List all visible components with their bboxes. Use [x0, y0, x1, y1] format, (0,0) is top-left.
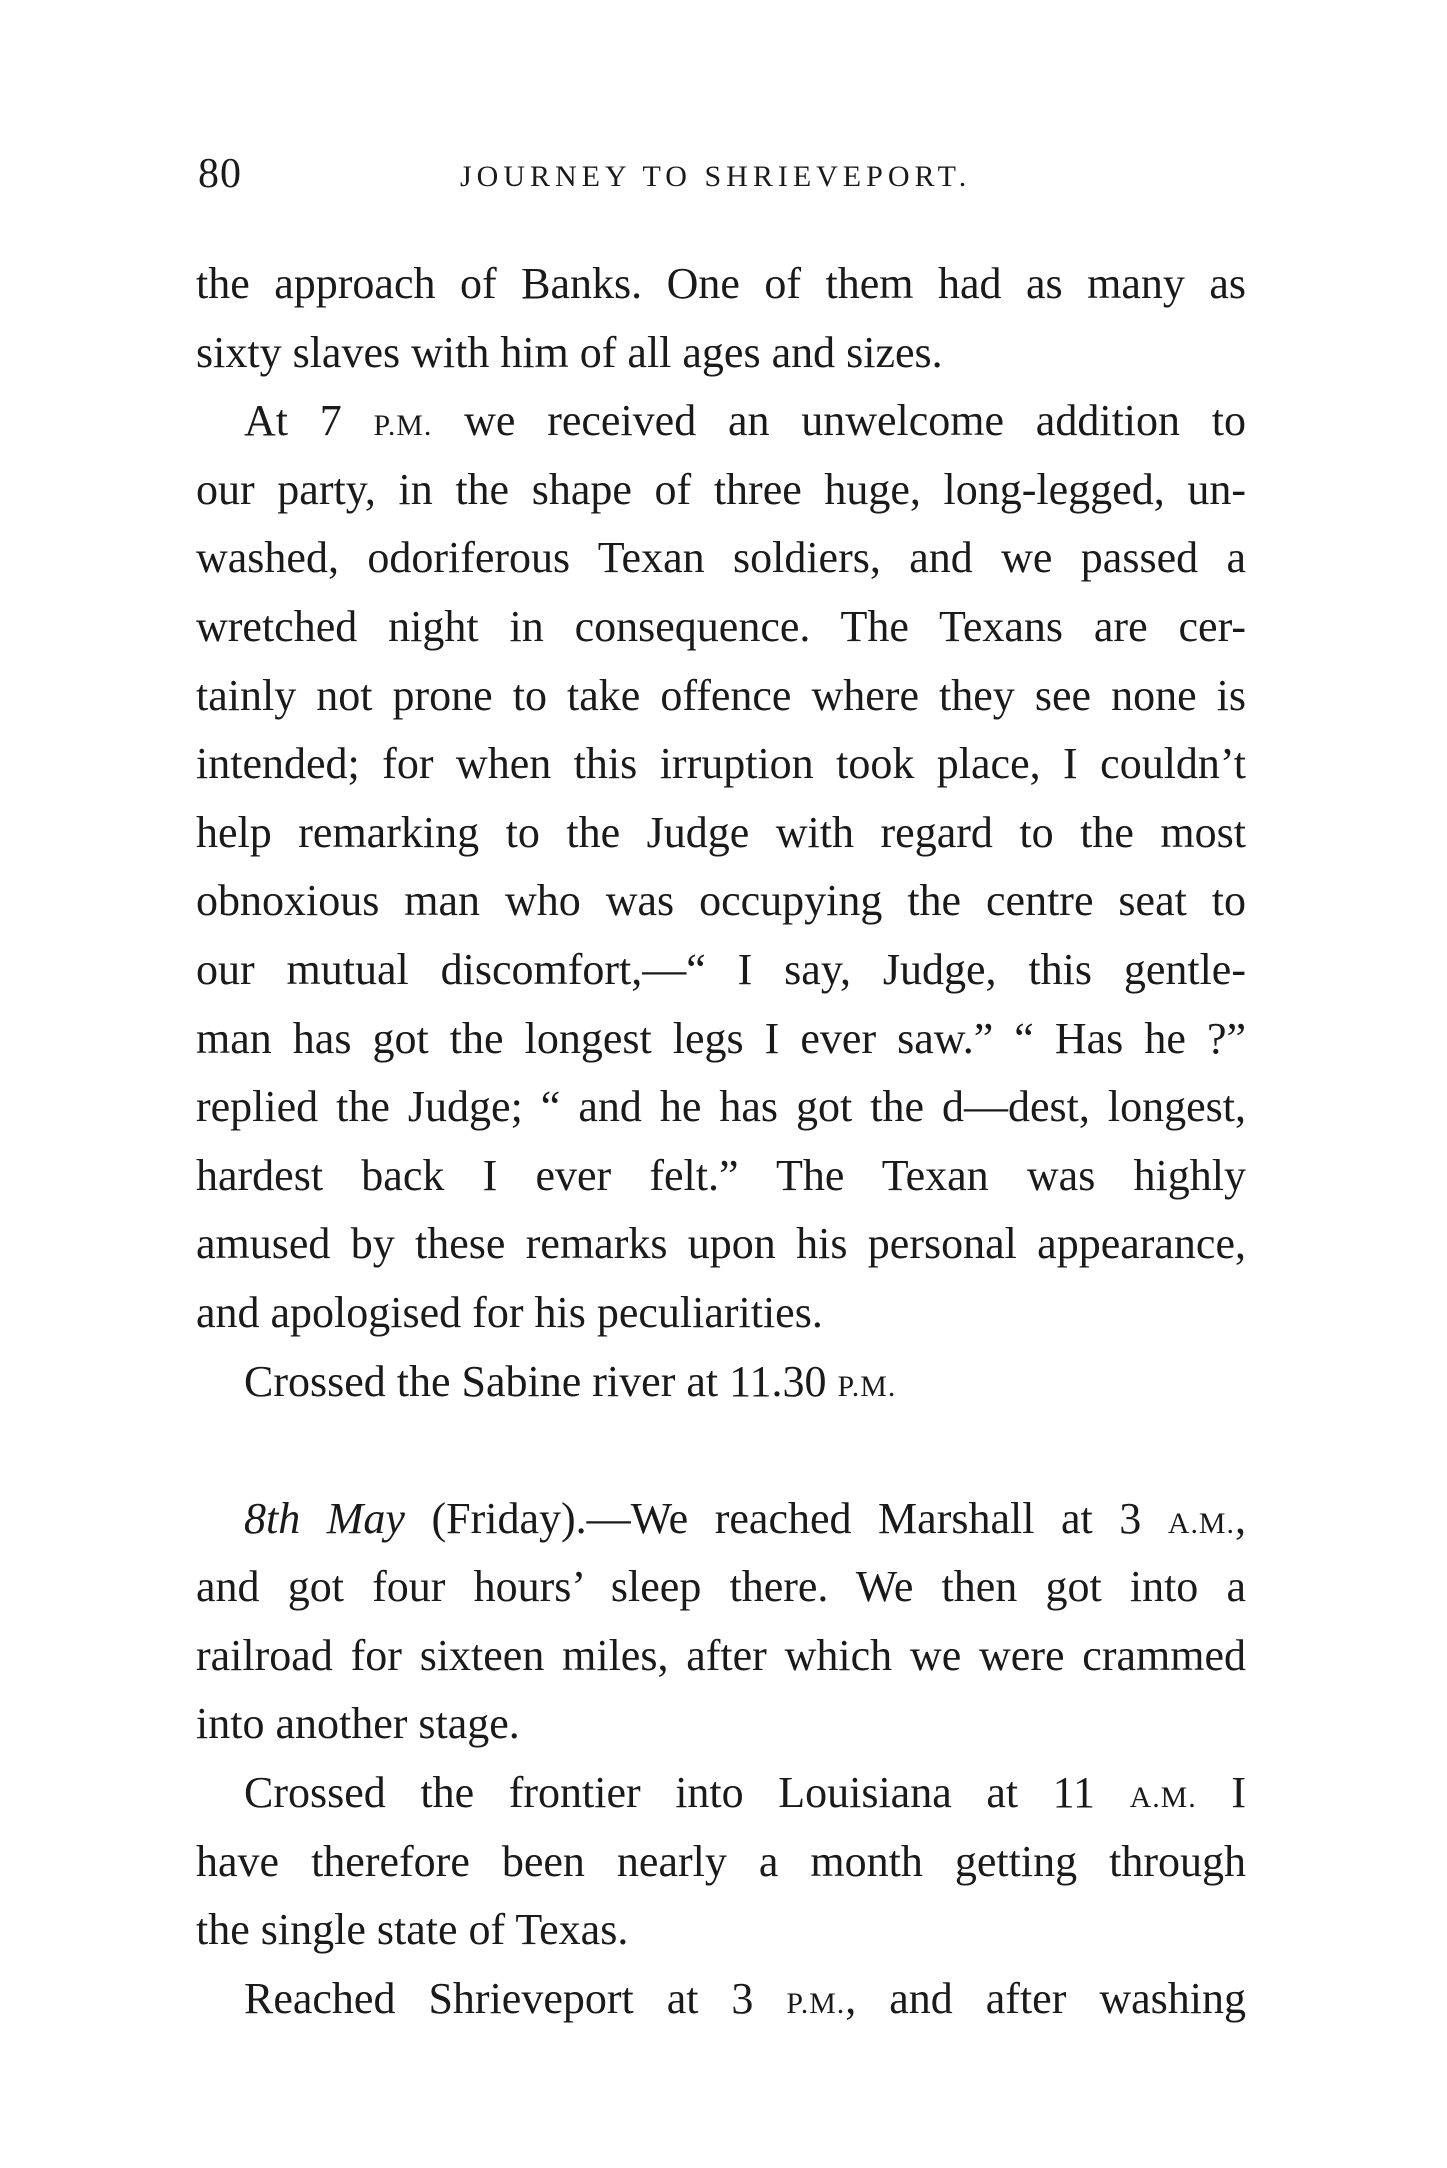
text-line: and got four hours’ sleep there. We then got into a [196, 1562, 1246, 1612]
text-line [196, 1348, 1246, 1417]
running-title: JOURNEY TO SHRIEVEPORT. [460, 160, 972, 193]
small-caps-time: A.M. [1167, 1506, 1235, 1540]
small-caps-time: A.M. [1129, 1781, 1197, 1815]
text-line: and apologised for his peculiarities. [196, 1287, 823, 1337]
text-line: hardest back I ever felt.” The Texan was highly [196, 1150, 1246, 1200]
text-line [196, 1759, 1246, 1828]
text-line: into another stage. [196, 1699, 520, 1749]
text-line: sixty slaves with him of all ages and sizes. [196, 327, 943, 377]
text-line [196, 1965, 1246, 2034]
text-line: tainly not prone to take offence where they see none is [196, 670, 1246, 720]
entry-date: 8th May [244, 1493, 405, 1543]
text-line: washed, odoriferous Texan soldiers, and we passed a [196, 533, 1246, 583]
text-line: the single state of Texas. [196, 1905, 629, 1955]
small-caps-time: P.M. [373, 409, 433, 443]
section-gap [196, 1416, 1246, 1485]
text-run: Crossed the frontier into Louisiana at 11 [244, 1768, 1130, 1818]
text-line: wretched night in consequence. The Texans are cer- [196, 601, 1246, 651]
text-line: railroad for sixteen miles, after which we were crammed [196, 1630, 1246, 1680]
small-caps-time: P.M. [837, 1369, 897, 1403]
running-head [198, 150, 1248, 210]
text-run: , [1235, 1493, 1246, 1543]
text-line: replied the Judge; “ and he has got the d—dest, longest, [196, 1082, 1246, 1132]
text-line: our party, in the shape of three huge, long-legged, un- [196, 464, 1246, 514]
text-run: we received an unwelcome addition to [432, 396, 1246, 446]
text-line: amused by these remarks upon his personal appearance, [196, 1219, 1246, 1269]
body-text [196, 250, 1246, 2033]
text-line: the approach of Banks. One of them had as many as [196, 259, 1246, 308]
text-line: have therefore been nearly a month getting through [196, 1836, 1246, 1886]
text-run: I [1196, 1768, 1246, 1818]
text-run: Reached Shrieveport at 3 [244, 1973, 787, 2023]
text-run: At 7 [244, 396, 374, 446]
text-run: Crossed the Sabine river at 11.30 [244, 1356, 838, 1406]
page-number: 80 [198, 151, 242, 197]
text-line: help remarking to the Judge with regard to the most [196, 807, 1246, 857]
text-line: intended; for when this irruption took place, I couldn’t [196, 739, 1246, 789]
text-line: our mutual discomfort,—“ I say, Judge, this gentle- [196, 944, 1246, 994]
text-line [196, 387, 1246, 456]
text-line [196, 1485, 1246, 1554]
text-line: obnoxious man who was occupying the centre seat to [196, 876, 1246, 926]
text-run: , and after washing [845, 1973, 1246, 2023]
text-run: (Friday).—We reached Marshall at 3 [404, 1493, 1168, 1543]
small-caps-time: P.M. [786, 1986, 846, 2020]
text-line: man has got the longest legs I ever saw.” “ Has he ?” [196, 1013, 1246, 1063]
